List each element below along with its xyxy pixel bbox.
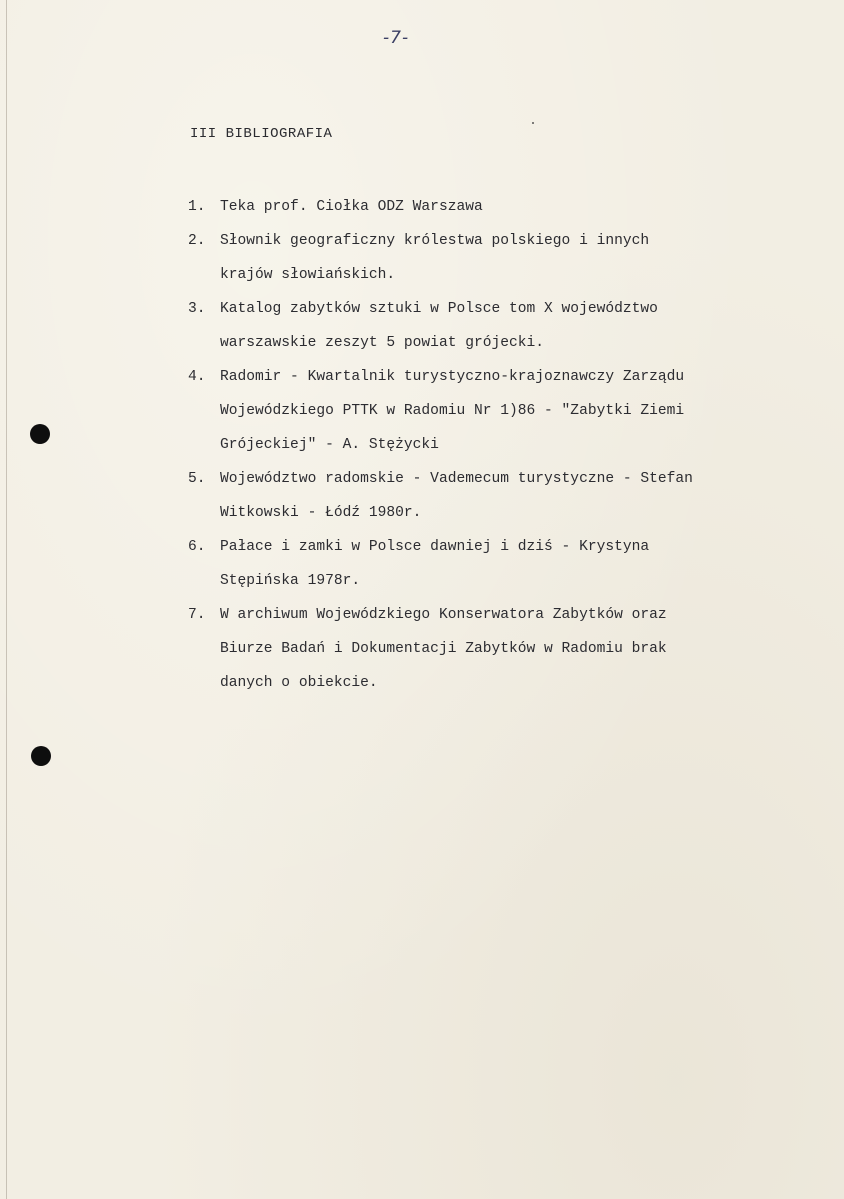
entry-text-line: Grójeckiej" - A. Stężycki <box>220 437 439 453</box>
bibliography-entry <box>188 190 788 224</box>
entry-number: 6. <box>188 539 206 555</box>
entry-number: 2. <box>188 233 206 249</box>
punch-hole <box>31 746 51 766</box>
entry-text-line: Stępińska 1978r. <box>220 573 361 589</box>
bibliography-entry <box>188 598 788 700</box>
entry-text-line: Teka prof. Ciołka ODZ Warszawa <box>220 199 483 215</box>
punch-hole <box>30 424 50 444</box>
entry-text-line: warszawskie zeszyt 5 powiat grójecki. <box>220 335 545 351</box>
entry-text-line: krajów słowiańskich. <box>220 267 396 283</box>
entry-number: 1. <box>188 199 206 215</box>
bibliography-list <box>188 190 788 700</box>
entry-text-line: Katalog zabytków sztuki w Polsce tom X województwo <box>220 301 658 317</box>
entry-text-line: Radomir - Kwartalnik turystyczno-krajoznawczy Zarządu <box>220 369 685 385</box>
entry-number: 5. <box>188 471 206 487</box>
page-number: -7- <box>383 28 410 48</box>
bibliography-entry <box>188 224 788 292</box>
bibliography-entry <box>188 292 788 360</box>
entry-text-line: Województwo radomskie - Vademecum turystyczne - Stefan <box>220 471 693 487</box>
entry-number: 7. <box>188 607 206 623</box>
entry-number: 4. <box>188 369 206 385</box>
page-edge <box>6 0 7 1199</box>
entry-text-line: W archiwum Wojewódzkiego Konserwatora Zabytków oraz <box>220 607 667 623</box>
paper-speck <box>532 122 534 124</box>
entry-number: 3. <box>188 301 206 317</box>
entry-text-line: Wojewódzkiego PTTK w Radomiu Nr 1)86 - "Zabytki Ziemi <box>220 403 685 419</box>
section-heading: III BIBLIOGRAFIA <box>190 126 333 142</box>
entry-text-line: Biurze Badań i Dokumentacji Zabytków w Radomiu brak <box>220 641 667 657</box>
entry-text-line: danych o obiekcie. <box>220 675 378 691</box>
bibliography-entry <box>188 462 788 530</box>
entry-text-line: Słownik geograficzny królestwa polskiego i innych <box>220 233 650 249</box>
entry-text-line: Witkowski - Łódź 1980r. <box>220 505 422 521</box>
entry-text-line: Pałace i zamki w Polsce dawniej i dziś - Krystyna <box>220 539 650 555</box>
bibliography-entry <box>188 530 788 598</box>
bibliography-entry <box>188 360 788 462</box>
